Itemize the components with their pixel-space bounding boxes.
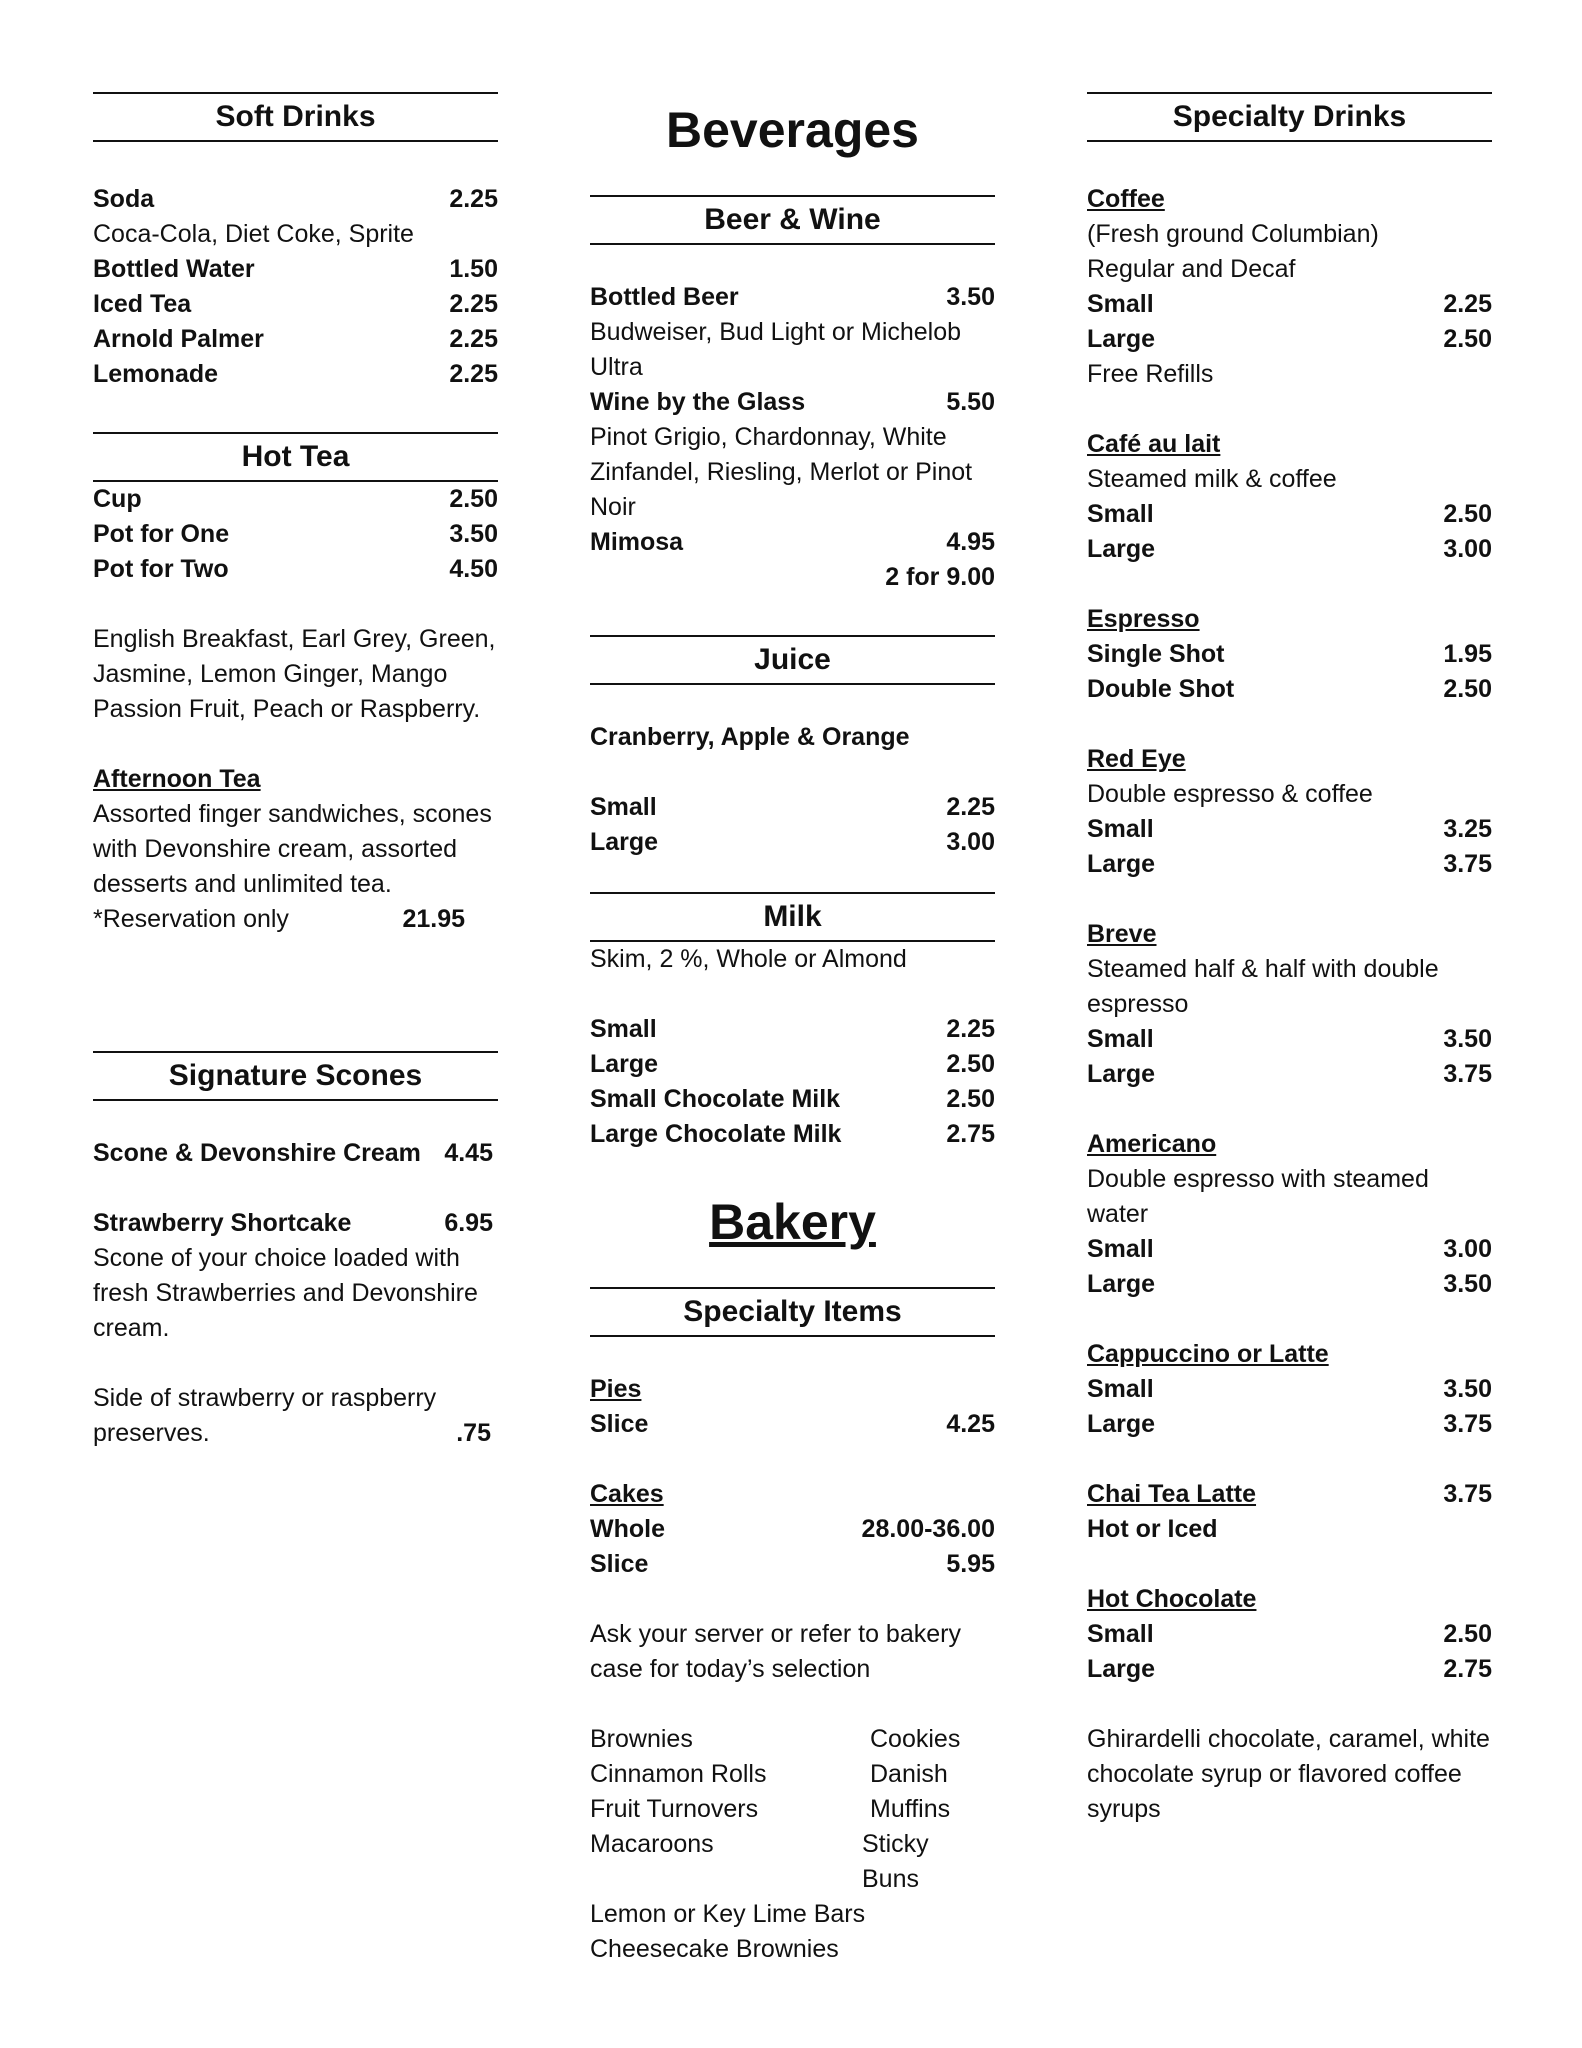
juice-flavors: Cranberry, Apple & Orange (590, 723, 910, 751)
menu-item: Mimosa 4.95 (590, 528, 995, 556)
cafe-au-lait-title: Café au lait (1087, 430, 1221, 458)
hot-chocolate-title: Hot Chocolate (1087, 1585, 1257, 1613)
menu-item: Small 3.00 (1087, 1235, 1492, 1263)
item-description: Scone of your choice loaded with fresh Strawberries and Devonshire cream. (93, 1244, 478, 1342)
hot-tea-heading: Hot Tea (93, 432, 498, 482)
menu-item: Large 3.75 (1087, 1060, 1492, 1088)
afternoon-tea-description: Assorted finger sandwiches, scones with Devonshire cream, assorted desserts and unlimited tea. (93, 800, 492, 898)
juice-heading: Juice (590, 635, 995, 685)
menu-item: Single Shot 1.95 (1087, 640, 1492, 668)
free-refills-note: Free Refills (1087, 360, 1214, 388)
menu-item: Small 2.50 (1087, 500, 1492, 528)
menu-item: Small 3.25 (1087, 815, 1492, 843)
cappuccino-title: Cappuccino or Latte (1087, 1340, 1329, 1368)
item-description: (Fresh ground Columbian) (1087, 220, 1379, 248)
espresso-title: Espresso (1087, 605, 1200, 633)
bakery-list-row: Fruit Turnovers Muffins (590, 1795, 951, 1823)
beer-wine-heading: Beer & Wine (590, 195, 995, 245)
left-column (93, 0, 498, 1451)
americano-title: Americano (1087, 1130, 1217, 1158)
menu-item: Double Shot 2.50 (1087, 675, 1492, 703)
tea-flavors: English Breakfast, Earl Grey, Green, Jasmine, Lemon Ginger, Mango Passion Fruit, Peach or Raspberry. (93, 625, 496, 723)
menu-item: Small 2.25 (590, 793, 995, 821)
red-eye-title: Red Eye (1087, 745, 1186, 773)
menu-item: Small 2.25 (590, 1015, 995, 1043)
menu-item: Large 3.00 (590, 828, 995, 856)
menu-item: Slice 5.95 (590, 1550, 995, 1578)
menu-item: Large 3.75 (1087, 1410, 1492, 1438)
beverages-title: Beverages (666, 102, 919, 158)
afternoon-tea-title: Afternoon Tea (93, 765, 261, 793)
specialty-items-heading: Specialty Items (590, 1287, 995, 1337)
menu-item: Large 2.75 (1087, 1655, 1492, 1683)
item-description: Steamed half & half with double espresso (1087, 955, 1439, 1018)
menu-item: Lemonade 2.25 (93, 360, 498, 388)
bakery-list-row: Cinnamon Rolls Danish (590, 1760, 948, 1788)
right-column (1087, 0, 1492, 1827)
menu-item: Small 3.50 (1087, 1025, 1492, 1053)
menu-item: Scone & Devonshire Cream 4.45 (93, 1139, 493, 1167)
bakery-list-item: Cheesecake Brownies (590, 1935, 839, 1963)
reservation-line: *Reservation only 21.95 (93, 905, 465, 933)
menu-item: Small 2.50 (1087, 1620, 1492, 1648)
menu-item: Bottled Water 1.50 (93, 255, 498, 283)
side-preserves-line2: preserves. .75 (93, 1419, 491, 1447)
mimosa-deal: 2 for 9.00 (885, 563, 995, 591)
menu-item: Small 2.25 (1087, 290, 1492, 318)
pies-title: Pies (590, 1375, 642, 1403)
menu-item: Large 2.50 (1087, 325, 1492, 353)
menu-item: Slice 4.25 (590, 1410, 995, 1438)
menu-item: Large 2.50 (590, 1050, 995, 1078)
item-description: Pinot Grigio, Chardonnay, White Zinfandel, Riesling, Merlot or Pinot Noir (590, 423, 973, 521)
menu-item: Arnold Palmer 2.25 (93, 325, 498, 353)
item-description: Budweiser, Bud Light or Michelob Ultra (590, 318, 962, 381)
cakes-title: Cakes (590, 1480, 664, 1508)
menu-item: Small 3.50 (1087, 1375, 1492, 1403)
coffee-title: Coffee (1087, 185, 1165, 213)
menu-item: Cup 2.50 (93, 485, 498, 513)
item-description: Coca-Cola, Diet Coke, Sprite (93, 220, 414, 248)
item-description: Steamed milk & coffee (1087, 465, 1337, 493)
menu-item: Bottled Beer 3.50 (590, 283, 995, 311)
side-preserves-line1: Side of strawberry or raspberry (93, 1384, 437, 1412)
item-description: Double espresso with steamed water (1087, 1165, 1429, 1228)
flavors-note: Ghirardelli chocolate, caramel, white chocolate syrup or flavored coffee syrups (1087, 1725, 1490, 1823)
item-description: Double espresso & coffee (1087, 780, 1373, 808)
item-description: Hot or Iced (1087, 1515, 1218, 1543)
bakery-title: Bakery (709, 1194, 876, 1250)
menu-item: Pot for Two 4.50 (93, 555, 498, 583)
soft-drinks-heading: Soft Drinks (93, 92, 498, 142)
milk-types: Skim, 2 %, Whole or Almond (590, 945, 907, 973)
menu-item: Soda 2.25 (93, 185, 498, 213)
menu-item: Large Chocolate Milk 2.75 (590, 1120, 995, 1148)
milk-heading: Milk (590, 892, 995, 942)
bakery-note: Ask your server or refer to bakery case for today’s selection (590, 1620, 961, 1683)
signature-scones-heading: Signature Scones (93, 1051, 498, 1101)
menu-item: Large 3.50 (1087, 1270, 1492, 1298)
menu-item: Large 3.00 (1087, 535, 1492, 563)
menu-item: Whole 28.00-36.00 (590, 1515, 995, 1543)
bakery-list-row: Brownies Cookies (590, 1725, 961, 1753)
bakery-list-row: Macaroons Sticky Buns (590, 1830, 929, 1893)
menu-item: Pot for One 3.50 (93, 520, 498, 548)
breve-title: Breve (1087, 920, 1157, 948)
specialty-drinks-heading: Specialty Drinks (1087, 92, 1492, 142)
item-description: Regular and Decaf (1087, 255, 1296, 283)
menu-item: Large 3.75 (1087, 850, 1492, 878)
menu-item: Strawberry Shortcake 6.95 (93, 1209, 493, 1237)
menu-item: Iced Tea 2.25 (93, 290, 498, 318)
middle-column (590, 0, 995, 1967)
menu-item: Small Chocolate Milk 2.50 (590, 1085, 995, 1113)
menu-item: Wine by the Glass 5.50 (590, 388, 995, 416)
chai-tea-latte-row: Chai Tea Latte 3.75 (1087, 1480, 1492, 1508)
bakery-list-item: Lemon or Key Lime Bars (590, 1900, 866, 1928)
